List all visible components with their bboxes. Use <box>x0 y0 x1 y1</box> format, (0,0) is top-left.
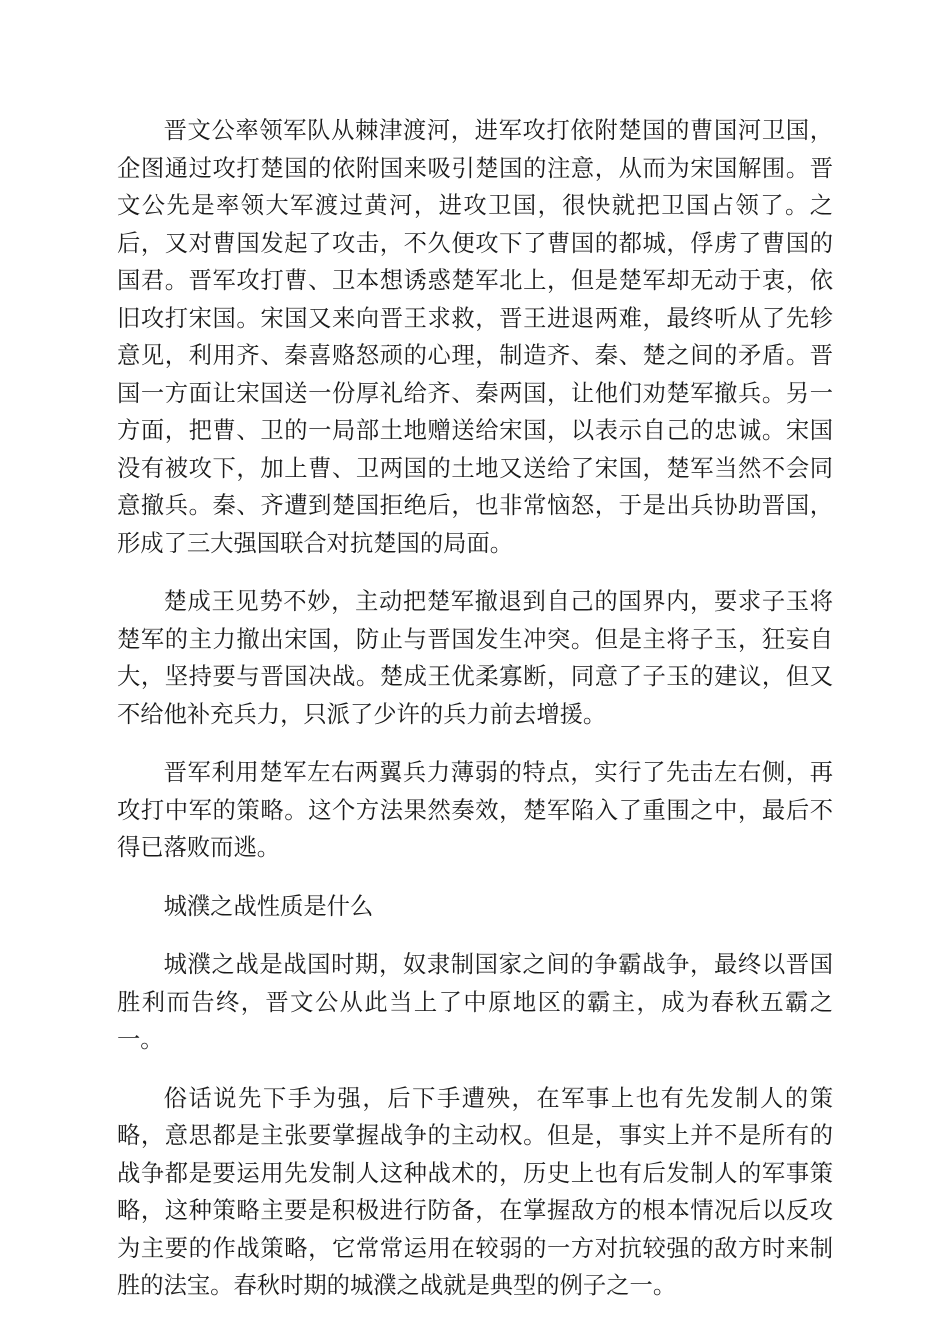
paragraph-chu-king-withdraws: 楚成王见势不妙，主动把楚军撤退到自己的国界内，要求子玉将楚军的主力撤出宋国，防止与晋国发生冲突。但是主将子玉，狂妄自大，坚持要与晋国决战。楚成王优柔寡断，同意了子玉的建议，但又不给他补充兵力，只派了少许的兵力前去增援。 <box>117 588 833 728</box>
section-heading-nature-of-battle: 城濮之战性质是什么 <box>163 892 374 920</box>
paragraph-battle-nature: 城濮之战是战国时期，奴隶制国家之间的争霸战争，最终以晋国胜利而告终，晋文公从此当上了中原地区的霸主，成为春秋五霸之一。 <box>117 951 833 1053</box>
paragraph-jin-strategy: 晋军利用楚军左右两翼兵力薄弱的特点，实行了先击左右侧，再攻打中军的策略。这个方法果然奏效，楚军陷入了重围之中，最后不得已落败而逃。 <box>117 759 833 861</box>
paragraph-jin-campaign: 晋文公率领军队从棘津渡河，进军攻打依附楚国的曹国河卫国，企图通过攻打楚国的依附国来吸引楚国的注意，从而为宋国解围。晋文公先是率领大军渡过黄河，进攻卫国，很快就把卫国占领了。之后，又对曹国发起了攻击，不久便攻下了曹国的都城，俘虏了曹国的国君。晋军攻打曹、卫本想诱惑楚军北上，但是楚军却无动于衷，依旧攻打宋国。宋国又来向晋王求救，晋王进退两难，最终听从了先轸意见，利用齐、秦喜赂怒顽的心理，制造齐、秦、楚之间的矛盾。晋国一方面让宋国送一份厚礼给齐、秦两国，让他们劝楚军撤兵。另一方面，把曹、卫的一局部土地赠送给宋国，以表示自己的忠诚。宋国没有被攻下，加上曹、卫两国的土地又送给了宋国，楚军当然不会同意撤兵。秦、齐遭到楚国拒绝后，也非常恼怒，于是出兵协助晋国，形成了三大强国联合对抗楚国的局面。 <box>117 117 833 557</box>
document-page <box>117 112 833 1326</box>
paragraph-strategy-discussion: 俗话说先下手为强，后下手遭殃，在军事上也有先发制人的策略，意思都是主张要掌握战争的主动权。但是，事实上并不是所有的战争都是要运用先发制人这种战术的，历史上也有后发制人的军事策略，这种策略主要是积极进行防备，在掌握敌方的根本情况后以反攻为主要的作战策略，它常常运用在较弱的一方对抗较强的敌方时来制胜的法宝。春秋时期的城濮之战就是典型的例子之一。 <box>117 1084 833 1299</box>
